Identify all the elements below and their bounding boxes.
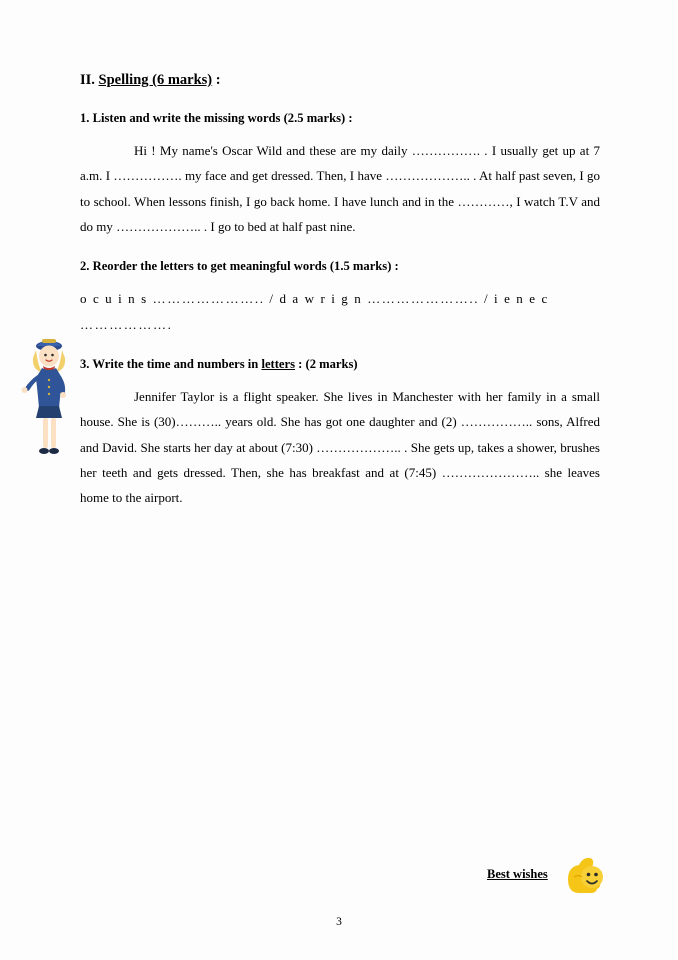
- section-prefix: II.: [80, 72, 95, 88]
- exercise-1-title: 1. Listen and write the missing words (2.5 marks) :: [80, 111, 353, 125]
- page-number: 3: [336, 916, 342, 928]
- exercise-1-text: Hi ! My name's Oscar Wild and these are my daily ……………. . I usually get up at 7 a.m. I ……………. my face and get dressed. Then, I have ……………….. . At half past seven, I go to school. When lessons finish, I go back home. I have lunch and in the …………, I watch T.V and do my ……………….. . I go to bed at half past nine.: [80, 143, 600, 235]
- exercise-3-title: [80, 357, 600, 372]
- document-body: [80, 72, 600, 511]
- exercise-3-title-before: 3. Write the time and numbers in: [80, 357, 262, 372]
- footer-best-wishes: [487, 855, 607, 903]
- best-wishes-label: Best wishes: [487, 867, 548, 881]
- exercise-3-text: Jennifer Taylor is a flight speaker. She lives in Manchester with her family in a small house. She is (30)……….. years old. She has got one daughter and (2) …………….. sons, Alfred and David. She starts her day at about (7:30) ……………….. . She gets up, takes a shower, brushes her teeth and gets dressed. Then, she has breakfast and at (7:45) ………………….. she leaves home to the airport.: [80, 389, 600, 506]
- exercise-2-letters: o c u i n s ………………….. / d a w r i g n ………………….. / i e n e c ……………….: [80, 291, 549, 332]
- exercise-3-title-underlined: letters: [261, 357, 296, 372]
- exercise-3-title-after: : (2 marks): [295, 357, 358, 372]
- section-heading: [80, 72, 600, 89]
- flight-attendant-illustration: [18, 330, 82, 470]
- section-title: Spelling (6 marks): [98, 72, 213, 88]
- section-suffix: :: [215, 72, 221, 88]
- smiley-face-icon: [562, 855, 608, 901]
- exercise-2-title: 2. Reorder the letters to get meaningful words (1.5 marks) :: [80, 259, 399, 274]
